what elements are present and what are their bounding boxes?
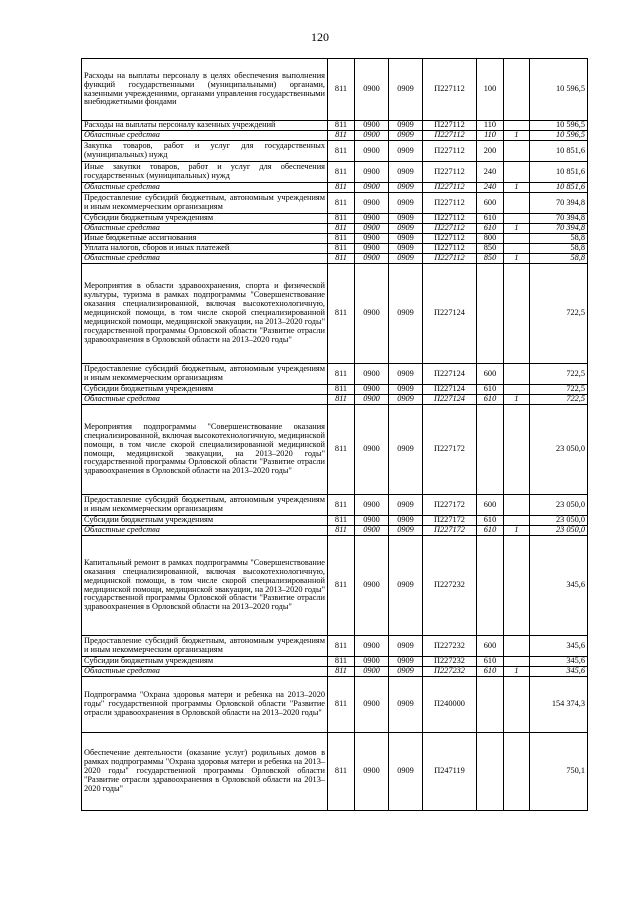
target-article-code: П227172 xyxy=(423,405,477,495)
funding-source-code xyxy=(504,121,530,131)
expense-type-code: 610 xyxy=(477,385,504,395)
amount: 10 851,6 xyxy=(530,141,588,162)
target-article-code: П227112 xyxy=(423,141,477,162)
section-code: 0900 xyxy=(355,121,389,131)
table-row xyxy=(82,131,588,141)
section-code: 0900 xyxy=(355,657,389,667)
admin-code: 811 xyxy=(328,183,355,193)
admin-code: 811 xyxy=(328,733,355,811)
target-article-code: П227112 xyxy=(423,214,477,224)
amount: 345,6 xyxy=(530,667,588,677)
row-name: Предоставление субсидий бюджетным, автономным учреждениям и иным некоммерческим организациям xyxy=(82,193,328,214)
table-row xyxy=(82,405,588,495)
table-row xyxy=(82,636,588,657)
funding-source-code xyxy=(504,405,530,495)
row-name: Субсидии бюджетным учреждениям xyxy=(82,516,328,526)
expense-type-code: 610 xyxy=(477,214,504,224)
page-number: 120 xyxy=(311,30,329,44)
table-row xyxy=(82,214,588,224)
expense-type-code xyxy=(477,405,504,495)
target-article-code: П227232 xyxy=(423,657,477,667)
expense-type-code: 850 xyxy=(477,244,504,254)
target-article-code: П227112 xyxy=(423,234,477,244)
funding-source-code xyxy=(504,162,530,183)
row-name: Областные средства xyxy=(82,224,328,234)
funding-source-code: 1 xyxy=(504,395,530,405)
target-article-code: П227232 xyxy=(423,667,477,677)
section-code: 0900 xyxy=(355,405,389,495)
subsection-code: 0909 xyxy=(389,234,423,244)
table-row xyxy=(82,516,588,526)
row-name: Областные средства xyxy=(82,183,328,193)
table-row xyxy=(82,495,588,516)
section-code: 0900 xyxy=(355,636,389,657)
row-name: Мероприятия в области здравоохранения, спорта и физической культуры, туризма в рамках подпрограммы "Совершенствование оказания специализированной, включая высокотехнологичную, медицинской помощи, в том числе скорой специализированной медицинской помощи, медицинской эвакуации, на 2013–2020 годы" государственной программы Орловской области "Развитие отрасли здравоохранения в Орловской области на 2013–2020 годы" xyxy=(82,264,328,364)
target-article-code: П227112 xyxy=(423,244,477,254)
amount: 10 596,5 xyxy=(530,59,588,121)
expense-type-code: 610 xyxy=(477,516,504,526)
table-row xyxy=(82,121,588,131)
section-code: 0900 xyxy=(355,183,389,193)
section-code: 0900 xyxy=(355,224,389,234)
admin-code: 811 xyxy=(328,667,355,677)
expense-type-code: 610 xyxy=(477,224,504,234)
expense-type-code: 610 xyxy=(477,667,504,677)
subsection-code: 0909 xyxy=(389,193,423,214)
target-article-code: П227124 xyxy=(423,364,477,385)
subsection-code: 0909 xyxy=(389,59,423,121)
row-name: Предоставление субсидий бюджетным, автономным учреждениям и иным некоммерческим организациям xyxy=(82,495,328,516)
table-row xyxy=(82,667,588,677)
funding-source-code xyxy=(504,193,530,214)
admin-code: 811 xyxy=(328,59,355,121)
section-code: 0900 xyxy=(355,495,389,516)
funding-source-code xyxy=(504,214,530,224)
table-row xyxy=(82,234,588,244)
target-article-code: П227112 xyxy=(423,131,477,141)
subsection-code: 0909 xyxy=(389,405,423,495)
target-article-code: П227172 xyxy=(423,495,477,516)
funding-source-code xyxy=(504,244,530,254)
target-article-code: П227112 xyxy=(423,121,477,131)
admin-code: 811 xyxy=(328,121,355,131)
table-row xyxy=(82,254,588,264)
subsection-code: 0909 xyxy=(389,121,423,131)
amount: 70 394,8 xyxy=(530,224,588,234)
admin-code: 811 xyxy=(328,405,355,495)
row-name: Областные средства xyxy=(82,667,328,677)
funding-source-code xyxy=(504,657,530,667)
target-article-code: П227172 xyxy=(423,516,477,526)
funding-source-code xyxy=(504,364,530,385)
amount: 10 596,5 xyxy=(530,131,588,141)
admin-code: 811 xyxy=(328,385,355,395)
amount: 23 050,0 xyxy=(530,526,588,536)
amount: 70 394,8 xyxy=(530,214,588,224)
expense-type-code: 610 xyxy=(477,526,504,536)
subsection-code: 0909 xyxy=(389,636,423,657)
admin-code: 811 xyxy=(328,131,355,141)
row-name: Уплата налогов, сборов и иных платежей xyxy=(82,244,328,254)
subsection-code: 0909 xyxy=(389,244,423,254)
section-code: 0900 xyxy=(355,677,389,733)
row-name: Иные закупки товаров, работ и услуг для обеспечения государственных (муниципальных) нужд xyxy=(82,162,328,183)
table-row xyxy=(82,193,588,214)
expense-type-code: 800 xyxy=(477,234,504,244)
amount: 154 374,3 xyxy=(530,677,588,733)
admin-code: 811 xyxy=(328,214,355,224)
table-row xyxy=(82,244,588,254)
subsection-code: 0909 xyxy=(389,385,423,395)
section-code: 0900 xyxy=(355,131,389,141)
amount: 345,6 xyxy=(530,536,588,636)
row-name: Субсидии бюджетным учреждениям xyxy=(82,657,328,667)
subsection-code: 0909 xyxy=(389,254,423,264)
expense-type-code xyxy=(477,536,504,636)
expense-type-code: 610 xyxy=(477,657,504,667)
target-article-code: П227112 xyxy=(423,183,477,193)
section-code: 0900 xyxy=(355,141,389,162)
section-code: 0900 xyxy=(355,526,389,536)
target-article-code: П227112 xyxy=(423,162,477,183)
subsection-code: 0909 xyxy=(389,733,423,811)
row-name: Предоставление субсидий бюджетным, автономным учреждениям и иным некоммерческим организациям xyxy=(82,636,328,657)
subsection-code: 0909 xyxy=(389,224,423,234)
funding-source-code xyxy=(504,733,530,811)
amount: 23 050,0 xyxy=(530,516,588,526)
section-code: 0900 xyxy=(355,395,389,405)
row-name: Областные средства xyxy=(82,526,328,536)
target-article-code: П227232 xyxy=(423,636,477,657)
amount: 722,5 xyxy=(530,395,588,405)
expense-type-code xyxy=(477,677,504,733)
expense-type-code: 200 xyxy=(477,141,504,162)
section-code: 0900 xyxy=(355,254,389,264)
section-code: 0900 xyxy=(355,667,389,677)
admin-code: 811 xyxy=(328,254,355,264)
table-row xyxy=(82,526,588,536)
target-article-code: П227112 xyxy=(423,193,477,214)
target-article-code: П227124 xyxy=(423,264,477,364)
subsection-code: 0909 xyxy=(389,516,423,526)
amount: 70 394,8 xyxy=(530,193,588,214)
funding-source-code xyxy=(504,516,530,526)
row-name: Расходы на выплаты персоналу казенных учреждений xyxy=(82,121,328,131)
subsection-code: 0909 xyxy=(389,667,423,677)
table-row xyxy=(82,677,588,733)
target-article-code: П227124 xyxy=(423,395,477,405)
subsection-code: 0909 xyxy=(389,162,423,183)
expense-type-code: 240 xyxy=(477,183,504,193)
subsection-code: 0909 xyxy=(389,395,423,405)
expense-type-code: 850 xyxy=(477,254,504,264)
section-code: 0900 xyxy=(355,162,389,183)
section-code: 0900 xyxy=(355,214,389,224)
row-name: Капитальный ремонт в рамках подпрограммы "Совершенствование оказания специализированной, включая высокотехнологичную, медицинской помощи, в том числе скорой специализированной медицинской помощи, медицинской эвакуации, на 2013–2020 годы" государственной программы Орловской области "Развитие отрасли здравоохранения в Орловской области на 2013–2020 годы" xyxy=(82,536,328,636)
expense-type-code: 600 xyxy=(477,495,504,516)
funding-source-code xyxy=(504,495,530,516)
table-row xyxy=(82,264,588,364)
amount: 722,5 xyxy=(530,264,588,364)
expense-type-code xyxy=(477,264,504,364)
funding-source-code xyxy=(504,141,530,162)
table-row xyxy=(82,657,588,667)
admin-code: 811 xyxy=(328,636,355,657)
amount: 10 851,6 xyxy=(530,183,588,193)
subsection-code: 0909 xyxy=(389,495,423,516)
admin-code: 811 xyxy=(328,264,355,364)
funding-source-code xyxy=(504,59,530,121)
table-row xyxy=(82,733,588,811)
target-article-code: П240000 xyxy=(423,677,477,733)
section-code: 0900 xyxy=(355,385,389,395)
row-name: Обеспечение деятельности (оказание услуг) родильных домов в рамках подпрограммы "Охрана здоровья матери и ребенка на 2013–2020 годы" государственной программы Орловской области "Развитие отрасли здравоохранения в Орловской области на 2013–2020 годы" xyxy=(82,733,328,811)
expense-type-code: 240 xyxy=(477,162,504,183)
section-code: 0900 xyxy=(355,536,389,636)
subsection-code: 0909 xyxy=(389,141,423,162)
subsection-code: 0909 xyxy=(389,526,423,536)
section-code: 0900 xyxy=(355,244,389,254)
admin-code: 811 xyxy=(328,677,355,733)
target-article-code: П227112 xyxy=(423,254,477,264)
row-name: Областные средства xyxy=(82,395,328,405)
amount: 23 050,0 xyxy=(530,495,588,516)
admin-code: 811 xyxy=(328,495,355,516)
target-article-code: П247119 xyxy=(423,733,477,811)
admin-code: 811 xyxy=(328,536,355,636)
expense-type-code: 110 xyxy=(477,121,504,131)
expense-type-code: 600 xyxy=(477,636,504,657)
table-row xyxy=(82,59,588,121)
subsection-code: 0909 xyxy=(389,677,423,733)
row-name: Областные средства xyxy=(82,254,328,264)
amount: 10 596,5 xyxy=(530,121,588,131)
amount: 722,5 xyxy=(530,364,588,385)
target-article-code: П227124 xyxy=(423,385,477,395)
row-name: Субсидии бюджетным учреждениям xyxy=(82,385,328,395)
table-row xyxy=(82,536,588,636)
table-row xyxy=(82,224,588,234)
amount: 750,1 xyxy=(530,733,588,811)
expense-type-code: 600 xyxy=(477,364,504,385)
admin-code: 811 xyxy=(328,193,355,214)
subsection-code: 0909 xyxy=(389,131,423,141)
expense-type-code: 600 xyxy=(477,193,504,214)
section-code: 0900 xyxy=(355,234,389,244)
amount: 345,6 xyxy=(530,636,588,657)
expense-type-code: 110 xyxy=(477,131,504,141)
funding-source-code xyxy=(504,677,530,733)
table-row xyxy=(82,162,588,183)
row-name: Областные средства xyxy=(82,131,328,141)
table-row xyxy=(82,385,588,395)
admin-code: 811 xyxy=(328,141,355,162)
target-article-code: П227232 xyxy=(423,536,477,636)
funding-source-code: 1 xyxy=(504,131,530,141)
admin-code: 811 xyxy=(328,395,355,405)
funding-source-code: 1 xyxy=(504,526,530,536)
section-code: 0900 xyxy=(355,364,389,385)
amount: 58,8 xyxy=(530,234,588,244)
subsection-code: 0909 xyxy=(389,364,423,385)
expense-type-code: 610 xyxy=(477,395,504,405)
funding-source-code xyxy=(504,234,530,244)
row-name: Расходы на выплаты персоналу в целях обеспечения выполнения функций государственными (муниципальными) органами, казенными учреждениями, органами управления государственными внебюджетными фондами xyxy=(82,59,328,121)
row-name: Предоставление субсидий бюджетным, автономным учреждениям и иным некоммерческим организациям xyxy=(82,364,328,385)
admin-code: 811 xyxy=(328,657,355,667)
table-row xyxy=(82,364,588,385)
expense-type-code: 100 xyxy=(477,59,504,121)
admin-code: 811 xyxy=(328,244,355,254)
funding-source-code xyxy=(504,636,530,657)
section-code: 0900 xyxy=(355,733,389,811)
amount: 722,5 xyxy=(530,385,588,395)
subsection-code: 0909 xyxy=(389,183,423,193)
budget-table-body xyxy=(82,59,588,811)
row-name: Мероприятия подпрограммы "Совершенствование оказания специализированной, включая высокотехнологичную, медицинской помощи, в том числе скорой специализированной медицинской помощи, медицинской эвакуации, на 2013–2020 годы" государственной программы Орловской области "Развитие отрасли здравоохранения в Орловской области на 2013–2020 годы" xyxy=(82,405,328,495)
amount: 345,6 xyxy=(530,657,588,667)
funding-source-code: 1 xyxy=(504,667,530,677)
funding-source-code xyxy=(504,385,530,395)
funding-source-code xyxy=(504,264,530,364)
section-code: 0900 xyxy=(355,264,389,364)
subsection-code: 0909 xyxy=(389,264,423,364)
target-article-code: П227172 xyxy=(423,526,477,536)
amount: 58,8 xyxy=(530,254,588,264)
table-row xyxy=(82,395,588,405)
funding-source-code: 1 xyxy=(504,183,530,193)
admin-code: 811 xyxy=(328,224,355,234)
table-row xyxy=(82,141,588,162)
expense-type-code xyxy=(477,733,504,811)
row-name: Субсидии бюджетным учреждениям xyxy=(82,214,328,224)
funding-source-code xyxy=(504,536,530,636)
section-code: 0900 xyxy=(355,193,389,214)
admin-code: 811 xyxy=(328,162,355,183)
target-article-code: П227112 xyxy=(423,224,477,234)
table-row xyxy=(82,183,588,193)
section-code: 0900 xyxy=(355,516,389,526)
amount: 10 851,6 xyxy=(530,162,588,183)
admin-code: 811 xyxy=(328,526,355,536)
subsection-code: 0909 xyxy=(389,536,423,636)
admin-code: 811 xyxy=(328,516,355,526)
admin-code: 811 xyxy=(328,234,355,244)
target-article-code: П227112 xyxy=(423,59,477,121)
amount: 58,8 xyxy=(530,244,588,254)
section-code: 0900 xyxy=(355,59,389,121)
funding-source-code: 1 xyxy=(504,224,530,234)
budget-table xyxy=(81,58,588,811)
row-name: Иные бюджетные ассигнования xyxy=(82,234,328,244)
row-name: Закупка товаров, работ и услуг для государственных (муниципальных) нужд xyxy=(82,141,328,162)
admin-code: 811 xyxy=(328,364,355,385)
row-name: Подпрограмма "Охрана здоровья матери и ребенка на 2013–2020 годы" государственной программы Орловской области "Развитие отрасли здравоохранения в Орловской области на 2013–2020 годы" xyxy=(82,677,328,733)
subsection-code: 0909 xyxy=(389,657,423,667)
funding-source-code: 1 xyxy=(504,254,530,264)
amount: 23 050,0 xyxy=(530,405,588,495)
subsection-code: 0909 xyxy=(389,214,423,224)
